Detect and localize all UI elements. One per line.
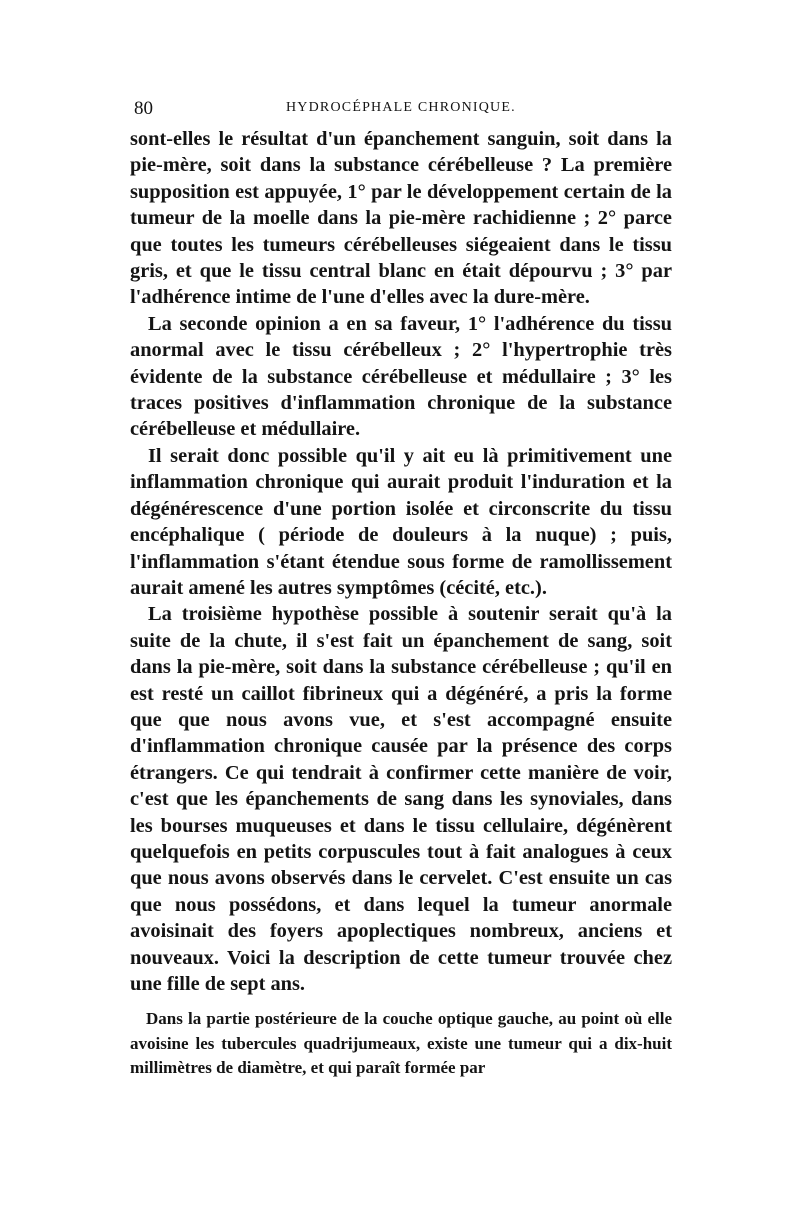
running-head [130, 96, 672, 126]
paragraph-1: sont-elles le résultat d'un épanchement sanguin, soit dans la pie-mère, soit dans la substance cérébelleuse ? La première supposition est appuyée, 1° par le développement certain de la tumeur de la moelle dans la pie-mère rachidienne ; 2° parce que toutes les tumeurs cérébelleuses siégeaient dans le tissu gris, et que le tissu central blanc en était dépourvu ; 3° par l'adhérence intime de l'une d'elles avec la dure-mère. [130, 128, 672, 309]
small-print-paragraph: Dans la partie postérieure de la couche optique gauche, au point où elle avoisine les tubercules quadrijumeaux, existe une tumeur qui a dix-huit millimètres de diamètre, et qui paraît formée par [130, 1009, 672, 1078]
paragraph-2: La seconde opinion a en sa faveur, 1° l'adhérence du tissu anormal avec le tissu cérébelleux ; 2° l'hypertrophie très évidente de la substance cérébelleuse et médullaire ; 3° les traces positives d'inflammation chronique de la substance cérébelleuse et médullaire. [130, 312, 672, 441]
paragraph-3: Il serait donc possible qu'il y ait eu là primitivement une inflammation chronique qui aurait produit l'induration et la dégénérescence d'une portion isolée et circonscrite du tissu encéphalique ( période de douleurs à la nuque) ; puis, l'inflammation s'étant étendue sous forme de ramollissement aurait amené les autres symptômes (cécité, etc.). [130, 444, 672, 599]
book-page [130, 96, 672, 1081]
running-title: HYDROCÉPHALE CHRONIQUE. [286, 100, 516, 115]
page-number: 80 [134, 98, 153, 119]
paragraph-4: La troisième hypothèse possible à soutenir serait qu'à la suite de la chute, il s'est fait un épanchement de sang, soit dans la pie-mère, soit dans la substance cérébelleuse ; qu'il en est resté un caillot fibrineux qui a dégénéré, a pris la forme que que nous avons vue, et s'est accompagné ensuite d'inflammation chronique causée par la présence des corps étrangers. Ce qui tendrait à confirmer cette manière de voir, c'est que les épanchements de sang dans les synoviales, dans les bourses muqueuses et dans le tissu cellulaire, dégénèrent quelquefois en petits corpuscules tout à fait analogues à ceux que nous avons observés dans le cervelet. C'est ensuite un cas que nous possédons, et dans lequel la tumeur anormale avoisinait des foyers apoplectiques nombreux, anciens et nouveaux. Voici la description de cette tumeur trouvée chez une fille de sept ans. [130, 603, 672, 995]
